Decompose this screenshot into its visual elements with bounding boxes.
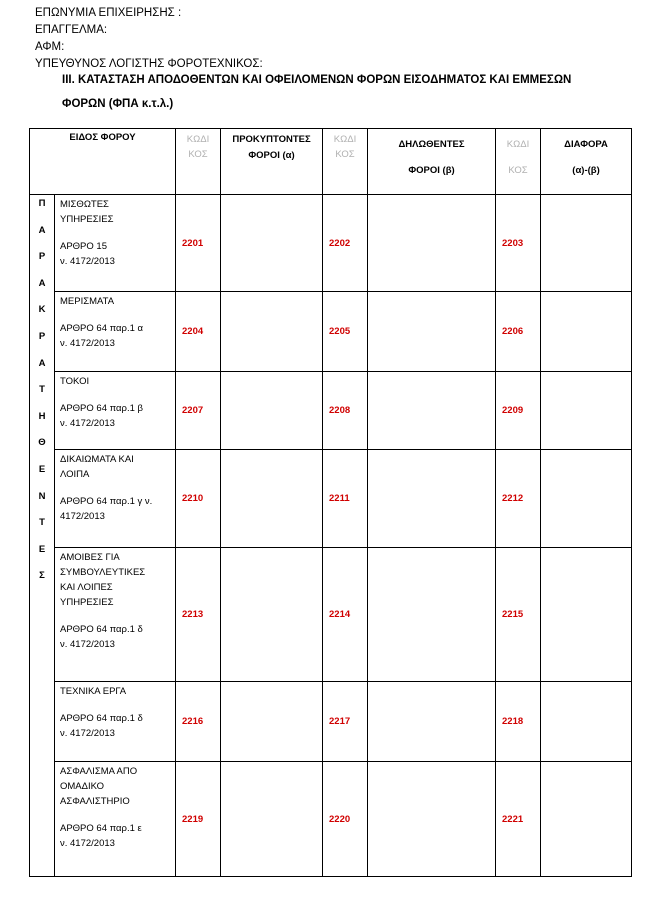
tax-description-line: ΑΡΘΡΟ 64 παρ.1 δ xyxy=(60,713,143,724)
difference-cell[interactable] xyxy=(541,548,632,682)
code-cell: 2219 xyxy=(176,762,221,877)
tax-description-line: ν. 4172/2013 xyxy=(60,728,115,739)
code-cell: 2213 xyxy=(176,548,221,682)
table-row xyxy=(30,195,632,292)
header-tax-type-label: ΕΙΔΟΣ ΦΟΡΟΥ xyxy=(69,132,136,143)
header-declared-taxes xyxy=(368,129,496,195)
tax-statement-table xyxy=(29,128,632,877)
table-row xyxy=(30,372,632,450)
code-cell: 2205 xyxy=(323,292,368,372)
resulting-tax-cell[interactable] xyxy=(221,372,323,450)
header-code-c-line2: ΚΟΣ xyxy=(508,165,528,176)
vertical-label-letter: Η xyxy=(38,410,46,422)
tax-description-line: ΑΡΘΡΟ 64 παρ.1 ε xyxy=(60,823,142,834)
form-title-line2: ΦΟΡΩΝ (ΦΠΑ κ.τ.λ.) xyxy=(62,98,174,110)
header-code-c-line1: ΚΩΔΙ xyxy=(506,139,530,150)
table-row xyxy=(30,682,632,762)
tax-description xyxy=(55,682,176,762)
tax-description-line: ΣΥΜΒΟΥΛΕΥΤΙΚΕΣ xyxy=(60,567,146,578)
code-cell: 2208 xyxy=(323,372,368,450)
tax-description-line: ΑΣΦΑΛΙΣΤΗΡΙΟ xyxy=(60,796,130,807)
company-name-label: ΕΠΩΝΥΜΙΑ ΕΠΙΧΕΙΡΗΣΗΣ : xyxy=(35,7,182,19)
header-code-b-line2: ΚΟΣ xyxy=(335,149,355,160)
vertical-label-letter: Ρ xyxy=(38,251,46,263)
tax-description-line: ΔΙΚΑΙΩΜΑΤΑ ΚΑΙ xyxy=(60,454,134,465)
header-code-a xyxy=(176,129,221,195)
accountant-label: ΥΠΕΥΘΥΝΟΣ ΛΟΓΙΣΤΗΣ ΦΟΡΟΤΕΧΝΙΚΟΣ: xyxy=(35,58,263,70)
afm-label: ΑΦΜ: xyxy=(35,41,65,53)
tax-description-line: ΑΡΘΡΟ 64 παρ.1 δ xyxy=(60,624,143,635)
code-cell: 2209 xyxy=(496,372,541,450)
tax-description-line: ΟΜΑΔΙΚΟ xyxy=(60,781,105,792)
declared-tax-cell[interactable] xyxy=(368,292,496,372)
code-cell: 2204 xyxy=(176,292,221,372)
difference-cell[interactable] xyxy=(541,292,632,372)
tax-description-line: ΑΡΘΡΟ 64 παρ.1 β xyxy=(60,403,143,414)
difference-cell[interactable] xyxy=(541,450,632,548)
code-cell: 2218 xyxy=(496,682,541,762)
tax-description-line: ΜΕΡΙΣΜΑΤΑ xyxy=(60,296,115,307)
tax-description-line: ΜΙΣΘΩΤΕΣ xyxy=(60,199,109,210)
header-declared-line2: ΦΟΡΟΙ (β) xyxy=(408,165,455,176)
tax-description-line: ΛΟΙΠΑ xyxy=(60,469,90,480)
resulting-tax-cell[interactable] xyxy=(221,548,323,682)
resulting-tax-cell[interactable] xyxy=(221,195,323,292)
code-cell: 2216 xyxy=(176,682,221,762)
tax-description-line: ΥΠΗΡΕΣΙΕΣ xyxy=(60,597,114,608)
vertical-label-letter: Τ xyxy=(39,384,45,396)
tax-description-line: ΑΡΘΡΟ 64 παρ.1 α xyxy=(60,323,144,334)
difference-cell[interactable] xyxy=(541,195,632,292)
code-cell: 2220 xyxy=(323,762,368,877)
declared-tax-cell[interactable] xyxy=(368,195,496,292)
header-resulting-line1: ΠΡΟΚΥΠΤΟΝΤΕΣ xyxy=(232,134,311,145)
tax-description-line: ΑΣΦΑΛΙΣΜΑ ΑΠΟ xyxy=(60,766,138,777)
code-cell: 2215 xyxy=(496,548,541,682)
vertical-label-letter: Ρ xyxy=(38,330,46,342)
header-difference-line2: (α)-(β) xyxy=(572,165,600,176)
tax-description xyxy=(55,292,176,372)
tax-description-line: ΑΡΘΡΟ 15 xyxy=(60,241,107,252)
tax-description-line: ΑΡΘΡΟ 64 παρ.1 γ ν. xyxy=(60,496,153,507)
header-difference-line1: ΔΙΑΦΟΡΑ xyxy=(564,139,608,150)
code-cell: 2201 xyxy=(176,195,221,292)
vertical-label-letter: Σ xyxy=(39,570,45,582)
tax-description-line: ν. 4172/2013 xyxy=(60,639,115,650)
tax-description-line: ν. 4172/2013 xyxy=(60,418,115,429)
tax-description-line: ν. 4172/2013 xyxy=(60,256,115,267)
header-tax-type xyxy=(30,129,176,195)
vertical-label-letter: Θ xyxy=(38,437,46,449)
declared-tax-cell[interactable] xyxy=(368,450,496,548)
vertical-label-letter: Τ xyxy=(39,517,45,529)
header-code-c xyxy=(496,129,541,195)
resulting-tax-cell[interactable] xyxy=(221,762,323,877)
table-header-row xyxy=(30,129,632,195)
tax-description xyxy=(55,548,176,682)
table-row xyxy=(30,548,632,682)
code-cell: 2202 xyxy=(323,195,368,292)
vertical-label-cell xyxy=(30,195,55,877)
header-code-a-line1: ΚΩΔΙ xyxy=(186,134,210,145)
vertical-label-letter: Α xyxy=(38,277,46,289)
vertical-label-letter: Ε xyxy=(38,543,46,555)
vertical-label-letter: Κ xyxy=(38,304,46,316)
difference-cell[interactable] xyxy=(541,762,632,877)
header-resulting-taxes xyxy=(221,129,323,195)
table-row xyxy=(30,762,632,877)
header-resulting-line2: ΦΟΡΟΙ (α) xyxy=(248,150,295,161)
tax-description-line: ν. 4172/2013 xyxy=(60,338,115,349)
vertical-label-letter: Ε xyxy=(38,463,46,475)
tax-description xyxy=(55,372,176,450)
code-cell: 2203 xyxy=(496,195,541,292)
declared-tax-cell[interactable] xyxy=(368,762,496,877)
code-cell: 2217 xyxy=(323,682,368,762)
tax-description-line: ΚΑΙ ΛΟΙΠΕΣ xyxy=(60,582,113,593)
code-cell: 2206 xyxy=(496,292,541,372)
table-row xyxy=(30,450,632,548)
difference-cell[interactable] xyxy=(541,372,632,450)
header-declared-line1: ΔΗΛΩΘΕΝΤΕΣ xyxy=(398,139,465,150)
header-code-b-line1: ΚΩΔΙ xyxy=(333,134,357,145)
tax-description-line: ΤΟΚΟΙ xyxy=(60,376,90,387)
tax-description-line: ΑΜΟΙΒΕΣ ΓΙΑ xyxy=(60,552,120,563)
code-cell: 2210 xyxy=(176,450,221,548)
code-cell: 2221 xyxy=(496,762,541,877)
resulting-tax-cell[interactable] xyxy=(221,682,323,762)
declared-tax-cell[interactable] xyxy=(368,548,496,682)
code-cell: 2214 xyxy=(323,548,368,682)
tax-description-line: 4172/2013 xyxy=(60,511,105,522)
vertical-label-letter: Π xyxy=(38,198,46,209)
code-cell: 2207 xyxy=(176,372,221,450)
resulting-tax-cell[interactable] xyxy=(221,450,323,548)
resulting-tax-cell[interactable] xyxy=(221,292,323,372)
table-row xyxy=(30,292,632,372)
vertical-label-letter: Ν xyxy=(38,490,46,502)
tax-description-line: ν. 4172/2013 xyxy=(60,838,115,849)
code-cell: 2212 xyxy=(496,450,541,548)
tax-description-line: ΥΠΗΡΕΣΙΕΣ xyxy=(60,214,114,225)
tax-description xyxy=(55,762,176,877)
code-cell: 2211 xyxy=(323,450,368,548)
difference-cell[interactable] xyxy=(541,682,632,762)
tax-description xyxy=(55,450,176,548)
vertical-label-letter: Α xyxy=(38,224,46,236)
vertical-label-letter: Α xyxy=(38,357,46,369)
profession-label: ΕΠΑΓΓΕΛΜΑ: xyxy=(35,24,108,36)
header-code-a-line2: ΚΟΣ xyxy=(188,149,208,160)
form-title-line1: ΙΙΙ. ΚΑΤΑΣΤΑΣΗ ΑΠΟΔΟΘΕΝΤΩΝ ΚΑΙ ΟΦΕΙΛΟΜΕΝΩΝ ΦΟΡΩΝ ΕΙΣΟΔΗΜΑΤΟΣ ΚΑΙ ΕΜΜΕΣΩΝ xyxy=(62,74,572,86)
header-difference xyxy=(541,129,632,195)
declared-tax-cell[interactable] xyxy=(368,682,496,762)
declared-tax-cell[interactable] xyxy=(368,372,496,450)
tax-description xyxy=(55,195,176,292)
tax-description-line: ΤΕΧΝΙΚΑ ΕΡΓΑ xyxy=(60,686,127,697)
header-code-b xyxy=(323,129,368,195)
